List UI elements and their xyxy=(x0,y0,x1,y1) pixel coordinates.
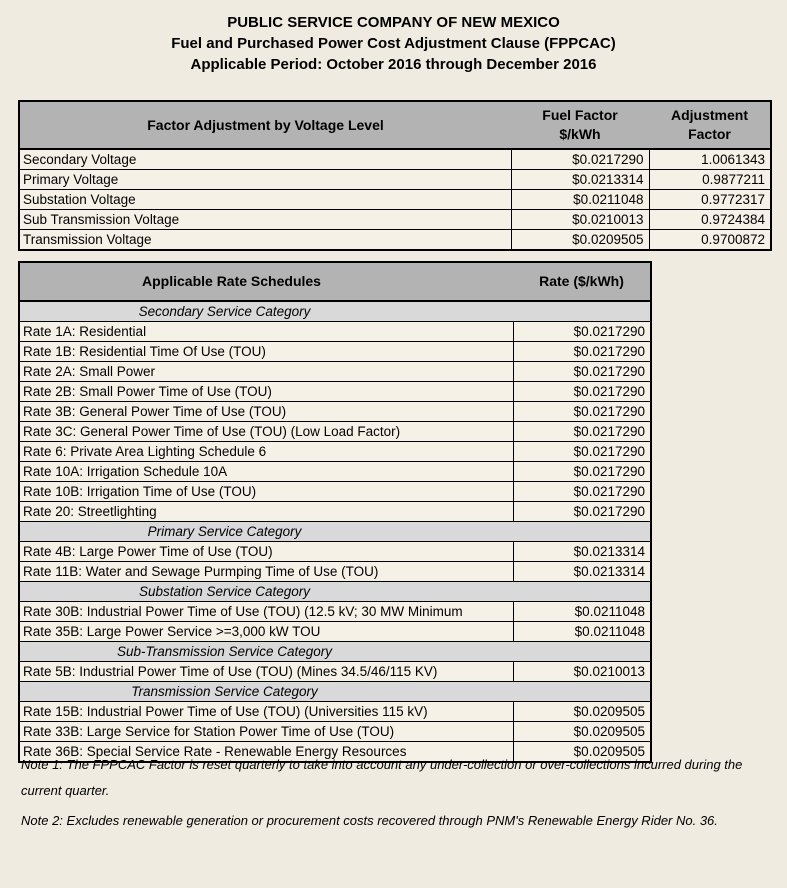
rate-schedule: Rate 2B: Small Power Time of Use (TOU) xyxy=(19,382,513,402)
rate-value: $0.0217290 xyxy=(513,382,651,402)
table-row xyxy=(19,190,771,210)
adjustment-factor-value: 0.9877211 xyxy=(649,170,771,190)
table-row xyxy=(19,382,651,402)
category-row xyxy=(19,522,651,542)
rate-value: $0.0217290 xyxy=(513,422,651,442)
table-row xyxy=(19,210,771,230)
fuel-factor-value: $0.0210013 xyxy=(511,210,649,230)
rate-schedule: Rate 36B: Special Service Rate - Renewable Energy Resources xyxy=(19,742,513,763)
fuel-factor-header: Fuel Factor $/kWh xyxy=(511,101,649,149)
table-row xyxy=(19,662,651,682)
table-row xyxy=(19,342,651,362)
company-name: PUBLIC SERVICE COMPANY OF NEW MEXICO xyxy=(227,14,560,31)
rate-schedule: Rate 15B: Industrial Power Time of Use (TOU) (Universities 115 kV) xyxy=(19,702,513,722)
rate-value: $0.0217290 xyxy=(513,322,651,342)
note-2: Note 2: Excludes renewable generation or procurement costs recovered through PNM's Renewable Energy Rider No. 36. xyxy=(21,813,718,828)
rate-value: $0.0217290 xyxy=(513,462,651,482)
table-row xyxy=(19,402,651,422)
rate-schedule: Rate 2A: Small Power xyxy=(19,362,513,382)
rate-value: $0.0217290 xyxy=(513,482,651,502)
rate-schedule: Rate 3B: General Power Time of Use (TOU) xyxy=(19,402,513,422)
rate-value: $0.0213314 xyxy=(513,562,651,582)
voltage-table-header-row xyxy=(19,101,771,149)
document-title-block xyxy=(0,12,787,75)
rate-schedules-header: Applicable Rate Schedules xyxy=(19,262,513,301)
category-label: Sub-Transmission Service Category xyxy=(19,642,651,662)
applicable-period: Applicable Period: October 2016 through December 2016 xyxy=(190,56,597,73)
adjustment-factor-value: 0.9700872 xyxy=(649,230,771,251)
table-row xyxy=(19,362,651,382)
rate-schedule: Rate 33B: Large Service for Station Power Time of Use (TOU) xyxy=(19,722,513,742)
fuel-factor-value: $0.0217290 xyxy=(511,149,649,170)
table-row xyxy=(19,322,651,342)
rate-value: $0.0217290 xyxy=(513,342,651,362)
rate-value: $0.0209505 xyxy=(513,702,651,722)
rate-schedule: Rate 35B: Large Power Service >=3,000 kW TOU xyxy=(19,622,513,642)
table-row xyxy=(19,602,651,622)
category-label: Primary Service Category xyxy=(19,522,651,542)
rate-value: $0.0217290 xyxy=(513,502,651,522)
rate-value: $0.0213314 xyxy=(513,542,651,562)
voltage-level: Substation Voltage xyxy=(19,190,511,210)
table-row xyxy=(19,562,651,582)
table-row xyxy=(19,170,771,190)
rate-schedule-table xyxy=(18,261,652,763)
rate-value: $0.0217290 xyxy=(513,442,651,462)
rate-value: $0.0209505 xyxy=(513,742,651,763)
rate-value: $0.0217290 xyxy=(513,362,651,382)
rate-schedule: Rate 3C: General Power Time of Use (TOU) (Low Load Factor) xyxy=(19,422,513,442)
fuel-factor-value: $0.0213314 xyxy=(511,170,649,190)
document-subtitle: Fuel and Purchased Power Cost Adjustment Clause (FPPCAC) xyxy=(171,35,616,52)
voltage-table-header-label: Factor Adjustment by Voltage Level xyxy=(19,101,511,149)
table-row xyxy=(19,462,651,482)
table-row xyxy=(19,482,651,502)
rate-value: $0.0211048 xyxy=(513,602,651,622)
footnotes xyxy=(21,752,773,834)
category-label: Transmission Service Category xyxy=(19,682,651,702)
voltage-level: Transmission Voltage xyxy=(19,230,511,251)
table-row xyxy=(19,622,651,642)
fuel-factor-value: $0.0209505 xyxy=(511,230,649,251)
note-1: Note 1: The FPPCAC Factor is reset quarterly to take into account any under-collection or over-collections incurred during the current quarter. xyxy=(21,757,743,798)
voltage-factor-table xyxy=(18,100,772,251)
fuel-factor-value: $0.0211048 xyxy=(511,190,649,210)
rate-value: $0.0209505 xyxy=(513,722,651,742)
adjustment-factor-value: 0.9772317 xyxy=(649,190,771,210)
adjustment-factor-header: Adjustment Factor xyxy=(649,101,771,149)
voltage-level: Primary Voltage xyxy=(19,170,511,190)
voltage-level: Sub Transmission Voltage xyxy=(19,210,511,230)
rate-schedule: Rate 1A: Residential xyxy=(19,322,513,342)
rate-table-header-row xyxy=(19,262,651,301)
rate-schedule: Rate 5B: Industrial Power Time of Use (TOU) (Mines 34.5/46/115 KV) xyxy=(19,662,513,682)
category-label: Substation Service Category xyxy=(19,582,651,602)
category-row xyxy=(19,642,651,662)
voltage-level: Secondary Voltage xyxy=(19,149,511,170)
rate-value: $0.0211048 xyxy=(513,622,651,642)
category-row xyxy=(19,682,651,702)
rate-schedule: Rate 10A: Irrigation Schedule 10A xyxy=(19,462,513,482)
table-row xyxy=(19,442,651,462)
rate-schedule: Rate 10B: Irrigation Time of Use (TOU) xyxy=(19,482,513,502)
rate-schedule: Rate 11B: Water and Sewage Purmping Time of Use (TOU) xyxy=(19,562,513,582)
rate-schedule: Rate 30B: Industrial Power Time of Use (TOU) (12.5 kV; 30 MW Minimum xyxy=(19,602,513,622)
rate-value: $0.0217290 xyxy=(513,402,651,422)
table-row xyxy=(19,542,651,562)
adjustment-factor-value: 0.9724384 xyxy=(649,210,771,230)
category-label: Secondary Service Category xyxy=(19,301,651,322)
table-row xyxy=(19,230,771,251)
table-row xyxy=(19,702,651,722)
rate-header: Rate ($/kWh) xyxy=(513,262,651,301)
table-row xyxy=(19,422,651,442)
rate-value: $0.0210013 xyxy=(513,662,651,682)
table-row xyxy=(19,149,771,170)
adjustment-factor-value: 1.0061343 xyxy=(649,149,771,170)
rate-schedule: Rate 20: Streetlighting xyxy=(19,502,513,522)
rate-schedule: Rate 6: Private Area Lighting Schedule 6 xyxy=(19,442,513,462)
table-row xyxy=(19,722,651,742)
table-row xyxy=(19,502,651,522)
category-row xyxy=(19,582,651,602)
rate-schedule: Rate 1B: Residential Time Of Use (TOU) xyxy=(19,342,513,362)
category-row xyxy=(19,301,651,322)
rate-schedule: Rate 4B: Large Power Time of Use (TOU) xyxy=(19,542,513,562)
